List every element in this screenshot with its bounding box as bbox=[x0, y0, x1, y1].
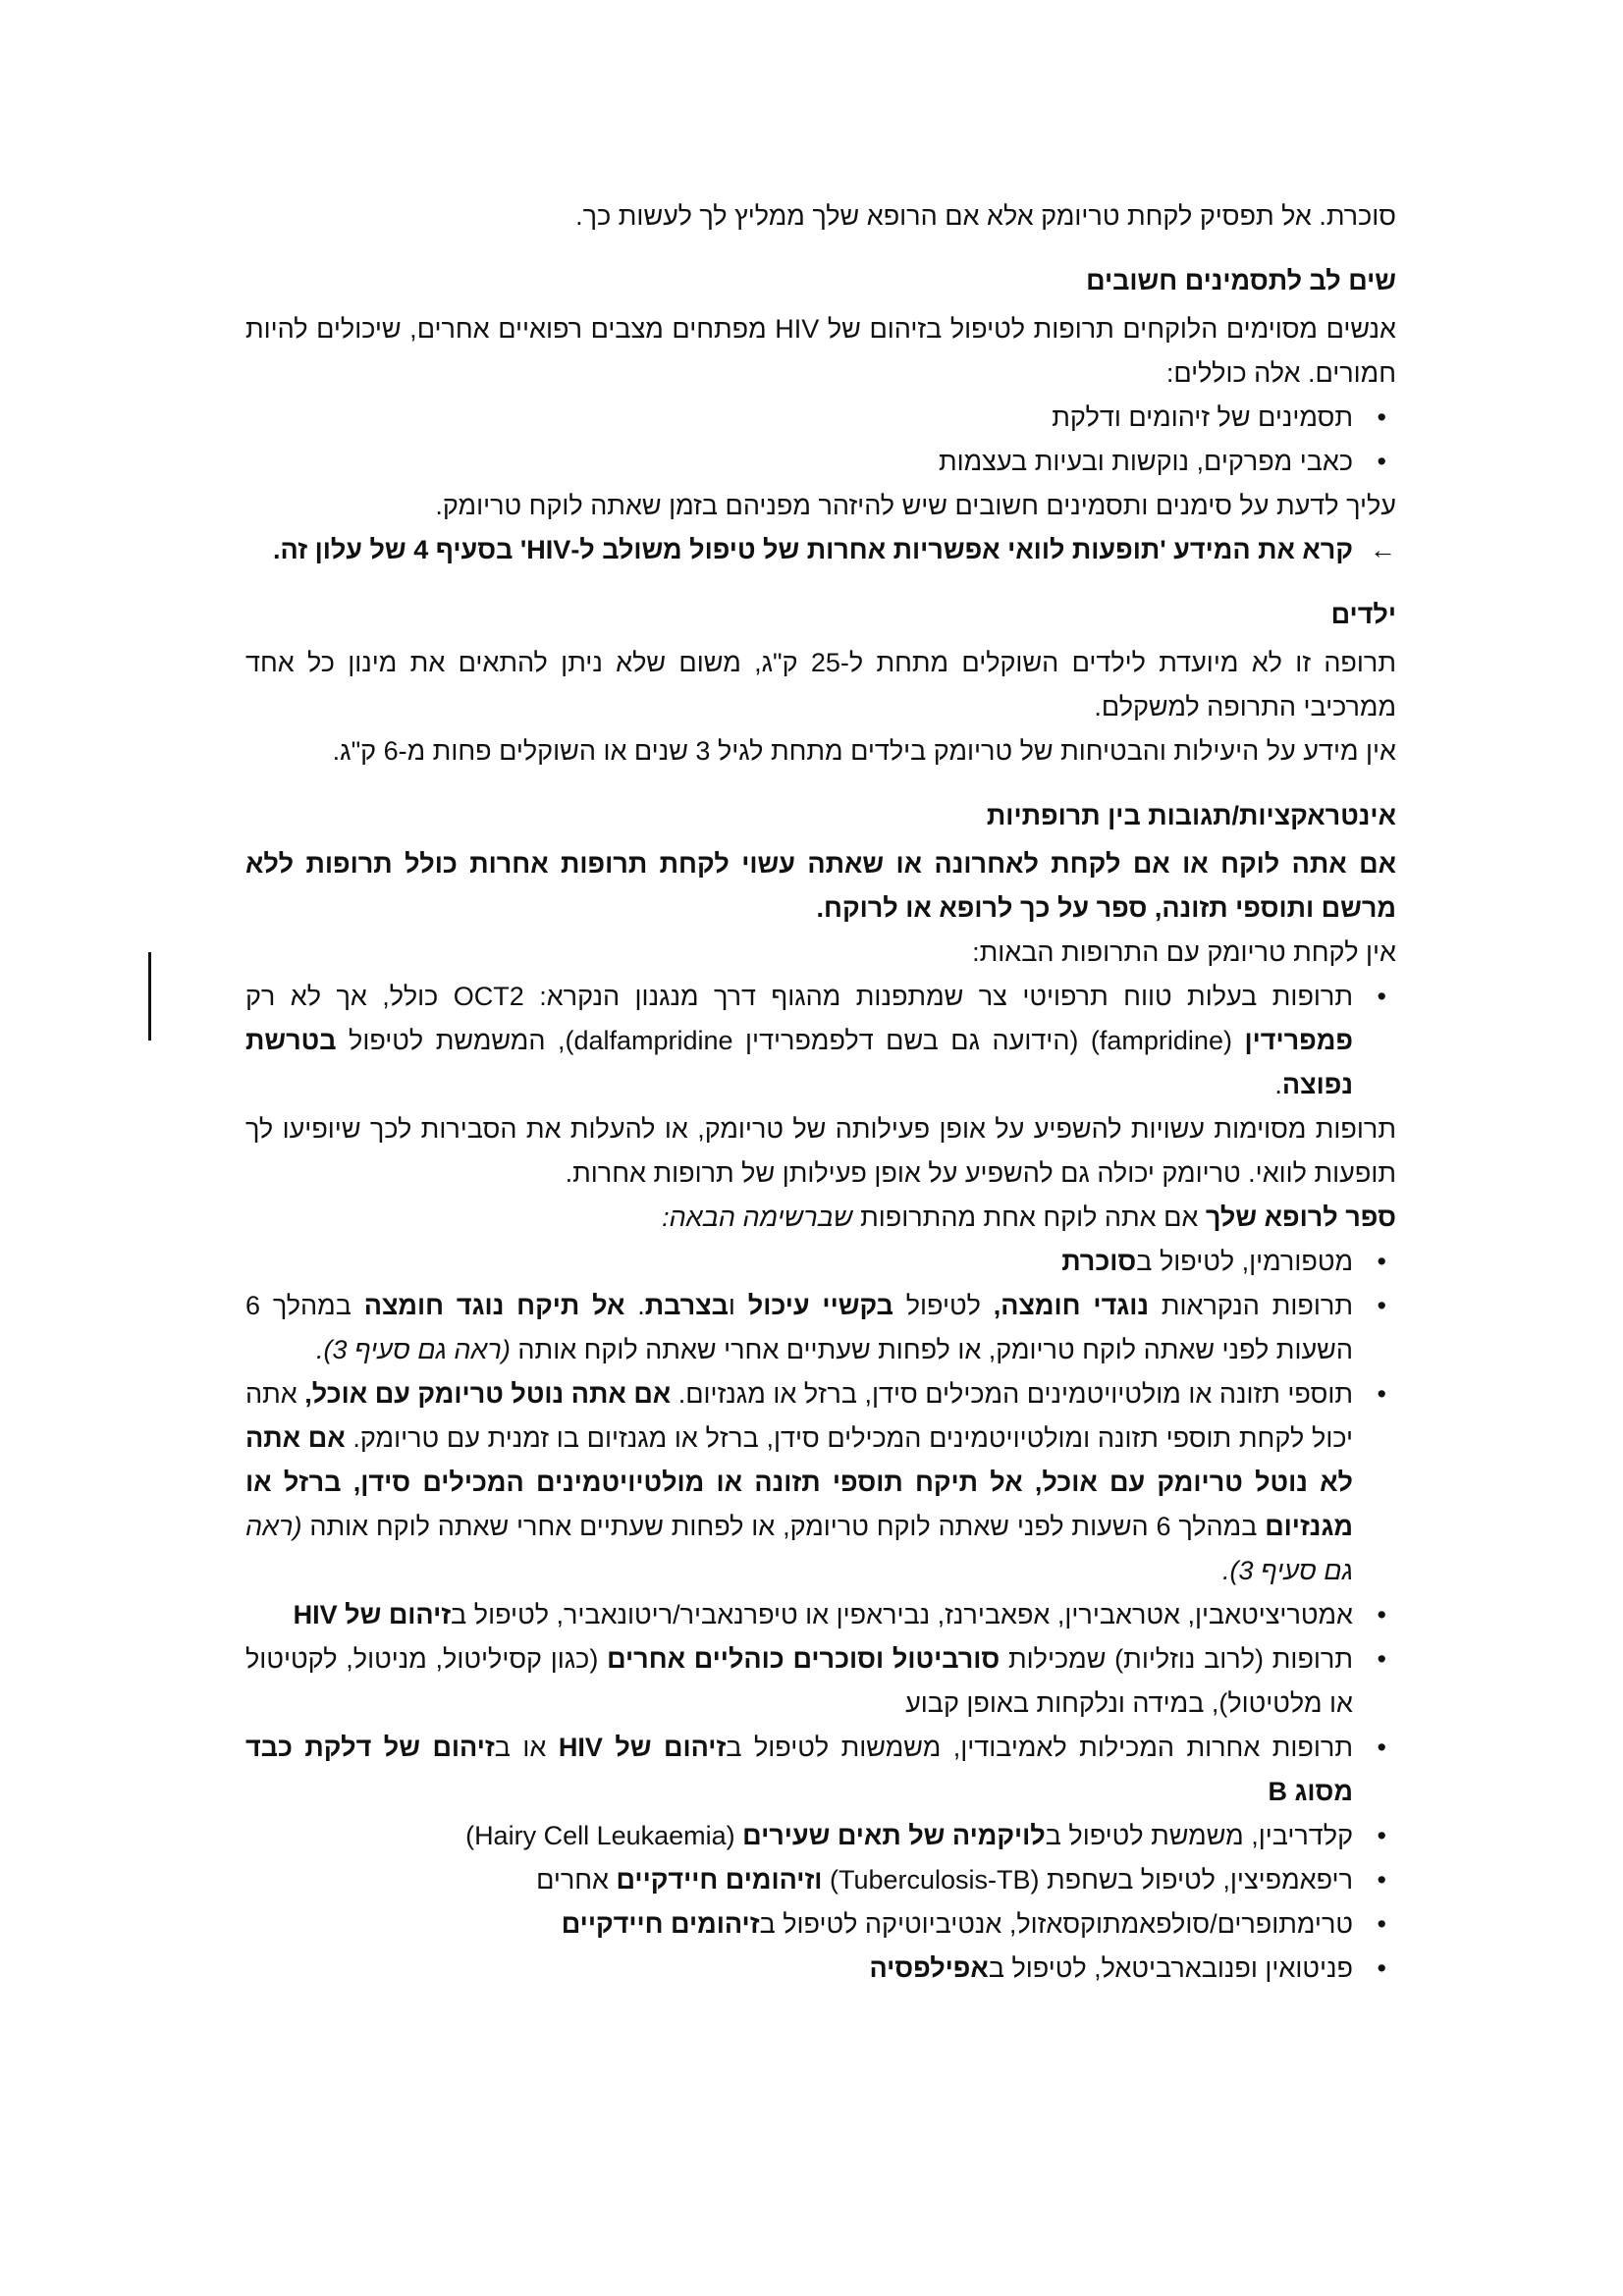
paragraph-bold-intro: אם אתה לוקח או אם לקחת לאחרונה או שאתה עשוי לקחת תרופות אחרות כולל תרופות ללא מרשם ותוספי תזונה, ספר על כך לרופא או לרוקח. bbox=[245, 849, 1396, 923]
paragraph-note: עליך לדעת על סימנים ותסמינים חשובים שיש להיזהר מפניהם בזמן שאתה לוקח טריומק. bbox=[435, 491, 1396, 520]
bold-text: ספר לרופא שלך bbox=[1205, 1202, 1396, 1232]
section-heading: ילדים bbox=[1330, 600, 1396, 629]
change-margin-bar bbox=[148, 952, 151, 1041]
bold-text: לויקמיה של תאים שעירים bbox=[742, 1821, 1046, 1850]
paragraph-affect: תרופות מסוימות עשויות להשפיע על אופן פעילותה של טריומק, או להעלות את הסבירות לכך שיופיעו לך תופעות לוואי. טריומק יכולה גם להשפיע על אופן פעילותן של תרופות אחרות. bbox=[245, 1114, 1396, 1188]
text: (Hairy Cell Leukaemia) bbox=[465, 1821, 743, 1850]
list-item bbox=[245, 1593, 1396, 1637]
italic-text: (ראה גם סעיף 3). bbox=[315, 1335, 511, 1364]
section-children bbox=[245, 593, 1396, 774]
list-item bbox=[245, 1814, 1396, 1858]
text: (כגון קסיליטול, מניטול, לקטיטול או מלטיטול), במידה ונלקחות באופן קבוע bbox=[245, 1644, 1353, 1718]
text: אחרים bbox=[536, 1865, 617, 1895]
list-item bbox=[245, 1858, 1396, 1902]
section-heading: שים לב לתסמינים חשובים bbox=[1086, 266, 1396, 295]
bold-text: אם אתה לא נוטל טריומק עם אוכל, אל תיקח תוספי תזונה או מולטיויטמינים המכילים סידן, ברזל או מגנזיום bbox=[245, 1423, 1353, 1541]
paragraph: אין מידע על היעילות והבטיחות של טריומק בילדים מתחת לגיל 3 שנים או השוקלים פחות מ-6 ק"ג. bbox=[332, 736, 1396, 766]
contraindicated-list bbox=[245, 975, 1396, 1107]
drug-list bbox=[245, 1240, 1396, 1991]
bold-text: סורביטול וסוכרים כוהליים אחרים bbox=[607, 1644, 1001, 1674]
paragraph-tell-doctor bbox=[245, 1196, 1396, 1240]
text: תרופות (לרוב נוזליות) שמכילות bbox=[1000, 1644, 1354, 1674]
bold-text: נוגדי חומצה, bbox=[993, 1291, 1150, 1320]
italic-text: (ראה גם סעיף 3). bbox=[245, 1512, 1353, 1585]
section-important-symptoms bbox=[245, 259, 1396, 572]
list-item bbox=[245, 1372, 1396, 1593]
text: במהלך 6 השעות לפני שאתה לוקח טריומק, או לפחות שעתיים אחרי שאתה לוקח אותה bbox=[245, 1291, 1353, 1364]
leaflet-page bbox=[245, 194, 1396, 1991]
bold-text: אל תיקח נוגד חומצה bbox=[363, 1291, 625, 1320]
list-item bbox=[245, 1637, 1396, 1726]
paragraph-do-not-take: אין לקחת טריומק עם התרופות הבאות: bbox=[972, 937, 1396, 967]
italic-text: שברשימה הבאה: bbox=[662, 1202, 853, 1232]
bold-text: זיהומים חיידקיים bbox=[561, 1909, 760, 1939]
bold-text: זיהום של HIV bbox=[558, 1733, 727, 1762]
list-item: • תסמינים של זיהומים ודלקת bbox=[245, 396, 1396, 440]
bold-text: בטרשת נפוצה bbox=[245, 1026, 1353, 1099]
text: אמטריציטאבין, אטראבירין, אפאבירנז, נביראפין או טיפרנאביר/ריטונאביר, לטיפול ב bbox=[451, 1600, 1353, 1629]
list-item bbox=[245, 1726, 1396, 1814]
bold-text: פמפרידין bbox=[1244, 1026, 1353, 1055]
text: או ב bbox=[494, 1733, 559, 1762]
list-item: • כאבי מפרקים, נוקשות ובעיות בעצמות bbox=[245, 440, 1396, 484]
paragraph-intro: אנשים מסוימים הלוקחים תרופות לטיפול בזיהום של HIV מפתחים מצבים רפואיים אחרים, שיכולים להיות חמורים. אלה כוללים: bbox=[245, 314, 1396, 388]
text: קלדריבין, משמשת לטיפול ב bbox=[1045, 1821, 1353, 1850]
paragraph: תרופה זו לא מיועדת לילדים השוקלים מתחת ל-25 ק"ג, משום שלא ניתן להתאים את מינון כל אחד ממרכיבי התרופה למשקלם. bbox=[245, 648, 1396, 721]
text: (fampridine) (הידועה גם בשם דלפמפרידין dalfampridine), המשמשת לטיפול bbox=[336, 1026, 1245, 1055]
list-item bbox=[245, 975, 1396, 1107]
text: פניטואין ופנובארביטאל, לטיפול ב bbox=[988, 1953, 1353, 1983]
bold-text: זיהום של דלקת כבד מסוג B bbox=[245, 1733, 1353, 1806]
arrow-icon: ← bbox=[1370, 535, 1396, 564]
text: תרופות הנקראות bbox=[1149, 1291, 1353, 1320]
text: מטפורמין, לטיפול ב bbox=[1136, 1247, 1353, 1276]
bold-text: וזיהומים חיידקיים bbox=[616, 1865, 823, 1895]
text: תרופות בעלות טווח תרפויטי צר שמתפנות מהגוף דרך מנגנון הנקרא: OCT2 כולל, אך לא רק bbox=[245, 982, 1353, 1011]
list-item bbox=[245, 1902, 1396, 1947]
text: תרופות אחרות המכילות לאמיבודין, משמשות לטיפול ב bbox=[726, 1733, 1353, 1762]
text: במהלך 6 השעות לפני שאתה לוקח טריומק, או לפחות שעתיים אחרי שאתה לוקח אותה bbox=[301, 1512, 1266, 1541]
list-item bbox=[245, 1240, 1396, 1284]
text: אם אתה לוקח אחת מהתרופות bbox=[852, 1202, 1206, 1232]
text: ו bbox=[728, 1291, 748, 1320]
list-item bbox=[245, 1947, 1396, 1991]
section-heading: אינטראקציות/תגובות בין תרופתיות bbox=[986, 801, 1396, 830]
text: . bbox=[1274, 1070, 1282, 1099]
bold-text: זיהום של HIV bbox=[293, 1600, 452, 1629]
bold-text: אפילפסיה bbox=[869, 1953, 989, 1983]
read-reference bbox=[245, 528, 1396, 572]
list-item bbox=[245, 1284, 1396, 1372]
text: תוספי תזונה או מולטיויטמינים המכילים סידן, ברזל או מגנזיום. bbox=[671, 1379, 1353, 1409]
section-interactions bbox=[245, 794, 1396, 1991]
symptom-list bbox=[245, 396, 1396, 484]
read-reference-text: קרא את המידע 'תופעות לוואי אפשריות אחרות של טיפול משולב ל-HIV' בסעיף 4 של עלון זה. bbox=[273, 535, 1353, 564]
text: ריפאמפיצין, לטיפול בשחפת (Tuberculosis-TB) bbox=[822, 1865, 1353, 1895]
bold-text: סוכרת bbox=[1061, 1247, 1137, 1276]
text: אתה יכול לקחת תוספי תזונה ומולטיויטמינים המכילים סידן, ברזל או מגנזיום בו זמנית עם טריומק. bbox=[245, 1379, 1353, 1453]
text: טרימתופרים/סולפאמתוקסאזול, אנטיביוטיקה לטיפול ב bbox=[759, 1909, 1353, 1939]
bold-text: בקשיי עיכול bbox=[747, 1291, 893, 1320]
text: . bbox=[624, 1291, 645, 1320]
bold-text: בצרבת bbox=[644, 1291, 729, 1320]
paragraph-diabetes-continuation: סוכרת. אל תפסיק לקחת טריומק אלא אם הרופא שלך ממליץ לך לעשות כך. bbox=[575, 201, 1396, 231]
bold-text: אם אתה נוטל טריומק עם אוכל, bbox=[304, 1379, 672, 1409]
text: לטיפול bbox=[893, 1291, 994, 1320]
